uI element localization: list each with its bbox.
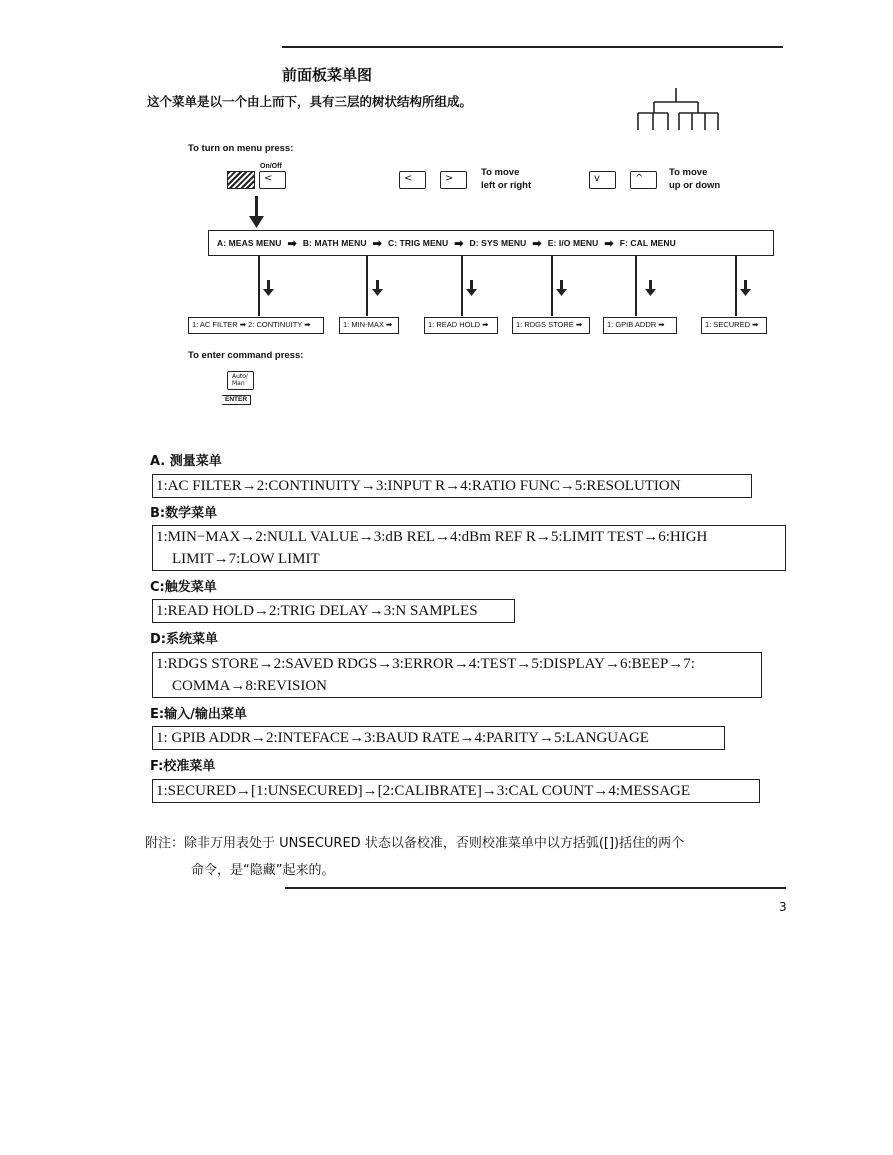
section-a-box xyxy=(152,474,752,498)
man-key-label: Man xyxy=(232,380,245,387)
menu-bar xyxy=(208,230,774,256)
page-title: 前面板菜单图 xyxy=(282,66,373,84)
menu-f[interactable]: F: CAL MENU xyxy=(619,238,676,248)
right-arrow-icon: ➡ xyxy=(532,237,542,250)
sub-down-arrows xyxy=(260,280,760,298)
menu-d[interactable]: D: SYS MENU xyxy=(469,238,527,248)
section-e-heading: E:输入/输出菜单 xyxy=(150,707,247,722)
menu-a[interactable]: A: MEAS MENU xyxy=(217,238,282,248)
section-b-heading: B:数学菜单 xyxy=(150,506,218,521)
submenu-b[interactable]: 1: MIN-MAX ➡ xyxy=(339,317,399,334)
section-e-box xyxy=(152,726,725,750)
up-arrow-key[interactable]: ^ xyxy=(630,171,657,189)
auto-key-label: Auto/ xyxy=(232,373,248,380)
tree-structure-icon xyxy=(630,88,725,132)
section-d-box xyxy=(152,652,762,698)
down-arrow-icon xyxy=(249,216,264,228)
enter-caption: ENTER xyxy=(222,395,251,405)
page-number: 3 xyxy=(779,900,787,914)
right-arrow-icon: ➡ xyxy=(454,237,464,250)
section-b-line-1: 1:MIN−MAX→2:NULL VALUE→3:dB REL→4:dBm REF R→5:LIMIT TEST→6:HIGH xyxy=(156,529,708,545)
section-b-box xyxy=(152,525,786,571)
submenu-f[interactable]: 1: SECURED ➡ xyxy=(701,317,767,334)
menu-e[interactable]: E: I/O MENU xyxy=(547,238,599,248)
move-lr-label-2: left or right xyxy=(481,180,532,191)
footnote-line-2: 命令，是“隐藏”起来的。 xyxy=(191,863,335,878)
submenu-c[interactable]: 1: READ HOLD ➡ xyxy=(424,317,498,334)
left-arrow-key[interactable]: < xyxy=(399,171,426,189)
top-rule xyxy=(282,46,783,48)
section-d-heading: D:系统菜单 xyxy=(150,632,218,647)
right-arrow-icon: ➡ xyxy=(287,237,297,250)
down-arrow-key[interactable]: v xyxy=(589,171,616,189)
move-lr-label-1: To move xyxy=(481,167,520,178)
shift-key[interactable] xyxy=(227,171,255,189)
auto-man-key[interactable] xyxy=(227,371,254,390)
section-d-line-1: 1:RDGS STORE→2:SAVED RDGS→3:ERROR→4:TEST→5:DISPLAY→6:BEEP→7: xyxy=(156,656,695,672)
on-off-label: On/Off xyxy=(260,163,282,170)
shift-connector-line xyxy=(255,196,258,218)
move-ud-label-2: up or down xyxy=(669,180,721,191)
submenu-a[interactable]: 1: AC FILTER ➡ 2: CONTINUITY ➡ xyxy=(188,317,324,334)
intro-text: 这个菜单是以一个由上而下，具有三层的树状结构所组成。 xyxy=(147,94,473,109)
turn-on-label: To turn on menu press: xyxy=(188,143,294,154)
section-c-heading: C:触发菜单 xyxy=(150,580,217,595)
section-a-heading: A. 测量菜单 xyxy=(150,454,222,469)
section-f-heading: F:校准菜单 xyxy=(150,759,216,774)
footnote xyxy=(145,830,795,884)
submenu-d[interactable]: 1: RDGS STORE ➡ xyxy=(512,317,590,334)
right-arrow-key[interactable]: > xyxy=(440,171,467,189)
submenu-e[interactable]: 1: GPIB ADDR ➡ xyxy=(603,317,677,334)
right-arrow-icon: ➡ xyxy=(604,237,614,250)
section-b-line-2: LIMIT→7:LOW LIMIT xyxy=(172,551,320,567)
section-f-line: 1:SECURED→[1:UNSECURED]→[2:CALIBRATE]→3:CAL COUNT→4:MESSAGE xyxy=(156,783,691,799)
on-off-key[interactable]: < xyxy=(259,171,286,189)
section-f-box xyxy=(152,779,760,803)
right-arrow-icon: ➡ xyxy=(372,237,382,250)
menu-c[interactable]: C: TRIG MENU xyxy=(387,238,449,248)
section-c-box xyxy=(152,599,515,623)
bottom-rule xyxy=(285,887,786,889)
enter-label: To enter command press: xyxy=(188,350,304,361)
footnote-line-1: 附注：除非万用表处于 UNSECURED 状态以备校准，否则校准菜单中以方括弧([])括住的两个 xyxy=(145,836,685,851)
section-d-line-2: COMMA→8:REVISION xyxy=(172,678,328,694)
section-a-line: 1:AC FILTER→2:CONTINUITY→3:INPUT R→4:RATIO FUNC→5:RESOLUTION xyxy=(156,478,681,494)
section-e-line: 1: GPIB ADDR→2:INTEFACE→3:BAUD RATE→4:PARITY→5:LANGUAGE xyxy=(156,730,649,746)
move-ud-label-1: To move xyxy=(669,167,708,178)
menu-b[interactable]: B: MATH MENU xyxy=(302,238,367,248)
section-c-line: 1:READ HOLD→2:TRIG DELAY→3:N SAMPLES xyxy=(156,603,478,619)
